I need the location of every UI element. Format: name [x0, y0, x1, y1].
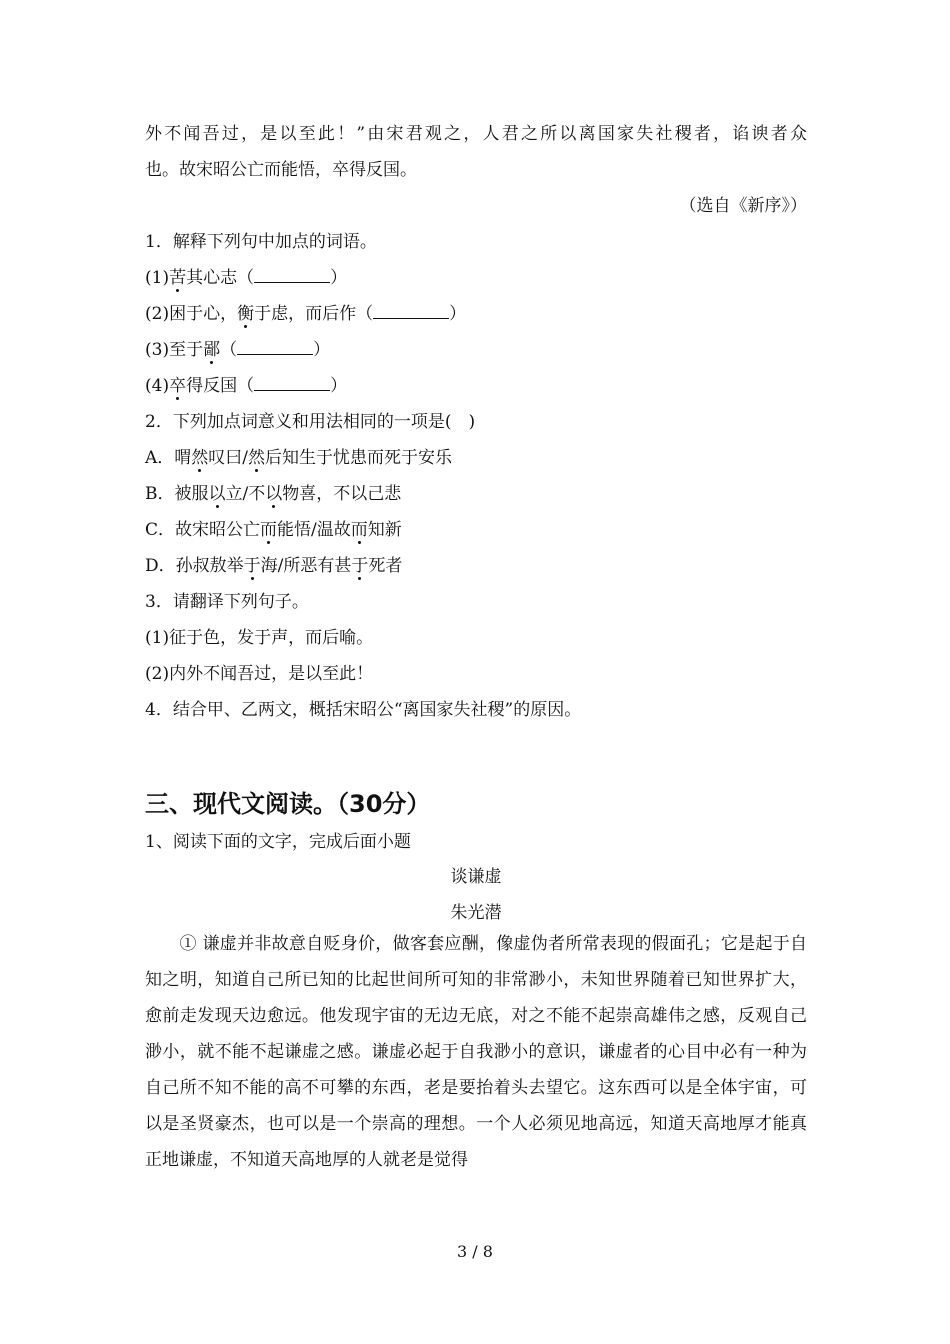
answer-blank[interactable]	[254, 268, 330, 283]
answer-blank[interactable]	[373, 304, 449, 319]
question-2-option[interactable]: B．被服以立/不以物喜，不以己悲	[145, 484, 402, 504]
passage-source: （选自《新序》）	[679, 196, 807, 216]
question-1-item: (3)至于鄙（ ）	[145, 340, 331, 360]
question-3-stem: 3．请翻译下列句子。	[145, 592, 309, 612]
question-3-item: (1)征于色，发于声，而后喻。	[145, 628, 374, 648]
dotted-word: 衡	[237, 304, 255, 324]
question-1-stem: 1．解释下列句中加点的词语。	[145, 232, 377, 252]
passage-line: 外不闻吾过，是以至此！”由宋君观之，人君之所以离国家失社稷者，谄谀者众	[145, 124, 807, 144]
dotted-word: 苦	[169, 268, 187, 288]
dotted-word: 卒	[169, 376, 187, 396]
page-number: 3 / 8	[457, 1242, 493, 1261]
passage-line: 也。故宋昭公亡而能悟，卒得反国。	[145, 160, 417, 180]
answer-blank[interactable]	[237, 340, 313, 355]
question-1-item: (4)卒得反国（ ）	[145, 376, 348, 396]
question-2-option[interactable]: C．故宋昭公亡而能悟/温故而知新	[145, 520, 402, 540]
question-4-stem: 4．结合甲、乙两文，概括宋昭公“离国家失社稷”的原因。	[145, 700, 582, 720]
question-1-item: (1)苦其心志（ ）	[145, 268, 348, 288]
question-2-option[interactable]: D．孙叔敖举于海/所恶有甚于死者	[145, 556, 403, 576]
essay-title: 谈谦虚	[450, 867, 502, 887]
question-2-stem: 2．下列加点词意义和用法相同的一项是( )	[145, 412, 476, 432]
question-3-item: (2)内外不闻吾过，是以至此！	[145, 664, 374, 684]
section-instruction: 1、阅读下面的文字，完成后面小题	[145, 832, 411, 852]
dotted-word: 鄙	[203, 340, 221, 360]
essay-author: 朱光潜	[450, 903, 502, 923]
essay-paragraph: ① 谦虚并非故意自贬身价，做客套应酬，像虚伪者所常表现的假面孔；它是起于自知之明，知道自己所已知的比起世间所可知的非常渺小，未知世界随着已知世界扩大，愈前走发现天边愈远。他发现宇宙的无边无底，对之不能不起崇高雄伟之感，反观自己渺小，就不能不起谦虚之感。谦虚必起于自我渺小的意识，谦虚者的心目中必有一种为自己所不知不能的高不可攀的东西，老是要抬着头去望它。这东西可以是全体宇宙，可以是圣贤豪杰，也可以是一个崇高的理想。一个人必须见地高远，知道天高地厚才能真正地谦虚，不知道天高地厚的人就老是觉得	[145, 934, 807, 1170]
question-2-option[interactable]: A．喟然叹曰/然后知生于忧患而死于安乐	[145, 448, 453, 468]
question-1-item: (2)困于心，衡于虑，而后作（ ）	[145, 304, 467, 324]
section-heading: 三、现代文阅读。（30分）	[145, 790, 431, 818]
answer-blank[interactable]	[254, 376, 330, 391]
